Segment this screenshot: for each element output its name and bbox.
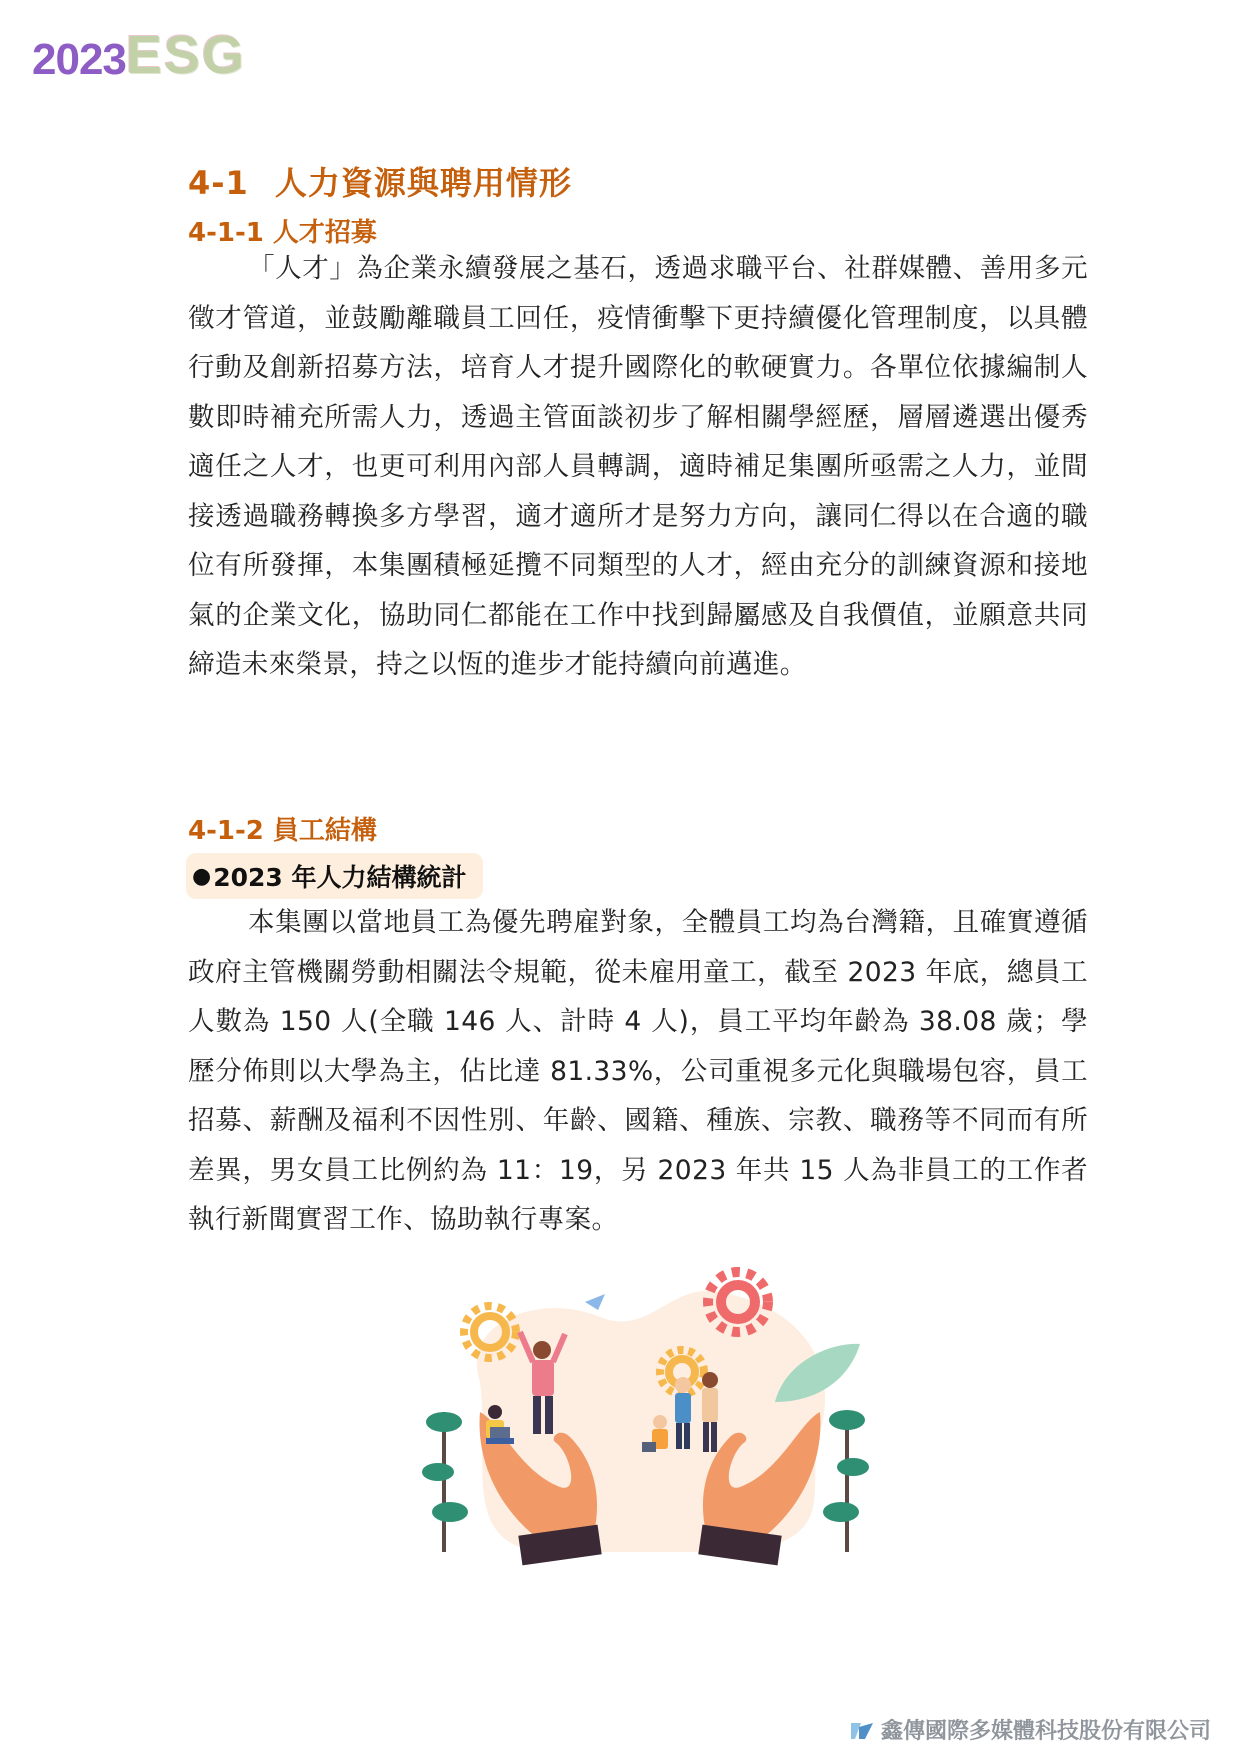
logo-year: 2023 xyxy=(32,35,126,84)
tree-left xyxy=(422,1412,468,1552)
logo-esg: ESG xyxy=(125,25,246,85)
structure-paragraph: 本集團以當地員工為優先聘雇對象，全體員工均為台灣籍，且確實遵循政府主管機關勞動相關法令規範，從未雇用童工，截至 2023 年底，總員工人數為 150 人(全職 146 人、計時 4 人)，員工平均年齡為 38.08 歲；學歷分佈則以大學為主，佔比達 81.33%，公司重視多元化與職場包容，員工招募、薪酬及福利不因性別、年齡、國籍、種族、宗教、職務等不同而有所差異，男女員工比例約為 11：19，另 2023 年共 15 人為非員工的工作者執行新聞實習工作、協助執行專案。 xyxy=(188,907,1088,1235)
footer-company-name: 鑫傳國際多媒體科技股份有限公司 xyxy=(880,1719,1211,1744)
company-logo-icon xyxy=(849,1719,875,1741)
esg-logo xyxy=(32,22,246,85)
footer xyxy=(849,1714,1211,1745)
recruitment-paragraph: 「人才」為企業永續發展之基石，透過求職平台、社群媒體、善用多元徵才管道，並鼓勵離職員工回任，疫情衝擊下更持續優化管理制度，以具體行動及創新招募方法，培育人才提升國際化的軟硬實力。各單位依據編制人數即時補充所需人力，透過主管面談初步了解相關學經歷，層層遴選出優秀適任之人才，也更可利用內部人員轉調，適時補足集團所亟需之人力，並間接透過職務轉換多方學習，適才適所才是努力方向，讓同仁得以在合適的職位有所發揮，本集團積極延攬不同類型的人才，經由充分的訓練資源和接地氣的企業文化，協助同仁都能在工作中找到歸屬感及自我價值，並願意共同締造未來榮景，持之以恆的進步才能持續向前邁進。 xyxy=(188,253,1088,680)
subsection-title-structure: 4-1-2 員工結構 xyxy=(188,816,377,846)
stats-badge xyxy=(186,853,483,899)
paper-plane-icon xyxy=(585,1294,605,1310)
section-number: 4-1 xyxy=(188,164,249,202)
bullet-icon: ● xyxy=(192,863,212,889)
section-heading xyxy=(188,158,572,204)
tree-right xyxy=(823,1410,869,1552)
hands-holding-people-illustration xyxy=(420,1262,880,1572)
stats-badge-label: 2023 年人力結構統計 xyxy=(213,863,467,892)
subsection-title-recruitment: 4-1-1 人才招募 xyxy=(188,218,377,248)
section-title: 人力資源與聘用情形 xyxy=(274,164,572,202)
